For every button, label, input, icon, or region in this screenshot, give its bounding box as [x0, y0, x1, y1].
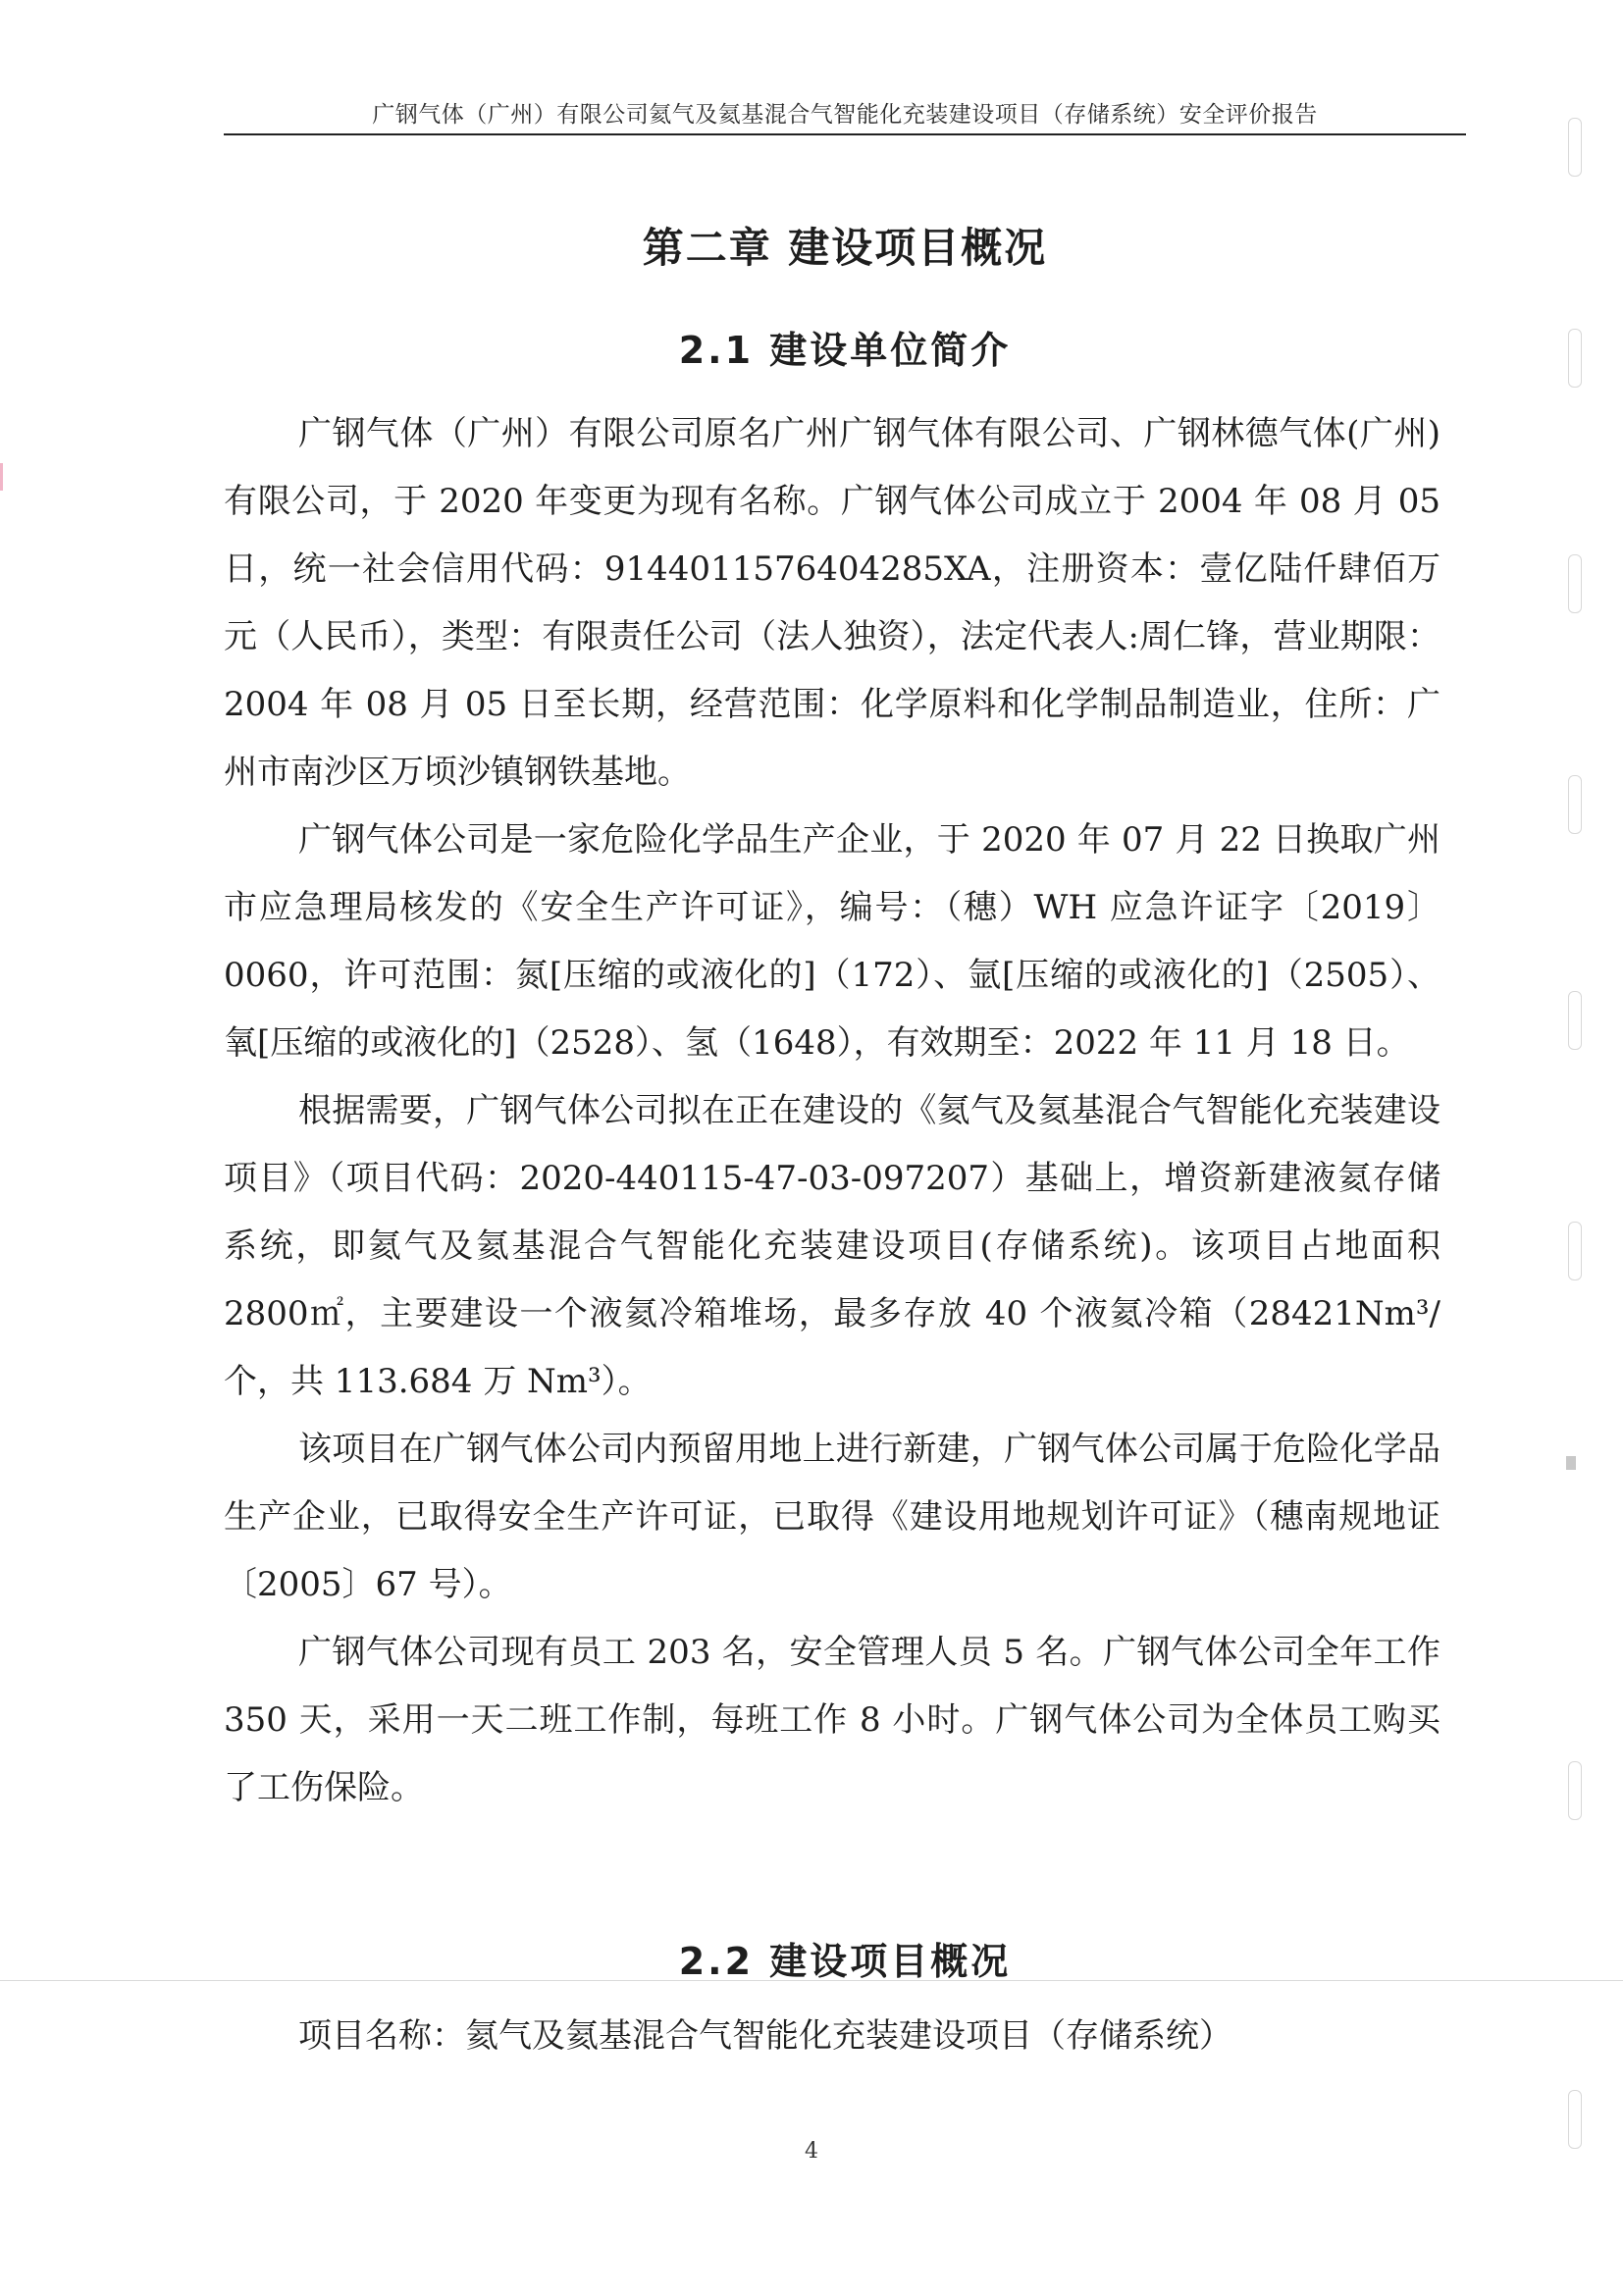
binding-hole-mark — [1568, 329, 1582, 388]
paragraph-company-profile: 广钢气体（广州）有限公司原名广州广钢气体有限公司、广钢林德气体(广州)有限公司，于 2020 年变更为现有名称。广钢气体公司成立于 2004 年 08 月 05 日，统一社会信用代码：9144011576404285XA，注册资本：壹亿陆仟肆佰万元（人民币），类型：有限责任公司（法人独资），法定代表人:周仁锋，营业期限：2004 年 08 月 05 日至长期，经营范围：化学原料和化学制品制造业，住所：广州市南沙区万顷沙镇钢铁基地。 — [224, 414, 1440, 792]
project-name-line: 项目名称：氦气及氦基混合气智能化充装建设项目（存储系统） — [298, 2016, 1232, 2056]
scan-edge-mark — [0, 463, 3, 491]
binding-hole-mark — [1568, 1222, 1582, 1280]
paragraph-project-plan: 根据需要，广钢气体公司拟在正在建设的《氦气及氦基混合气智能化充装建设项目》（项目代码：2020-440115-47-03-097207）基础上，增资新建液氦存储系统，即氦气及氦基混合气智能化充装建设项目(存储系统)。该项目占地面积 2800㎡，主要建设一个液氦冷箱堆场，最多存放 40 个液氦冷箱（28421Nm³/个，共 113.684 万 Nm³）。 — [224, 1091, 1440, 1401]
section-title-2-1: 2.1 建设单位简介 — [678, 329, 1012, 372]
binding-hole-mark — [1568, 2090, 1582, 2149]
binding-hole-mark — [1568, 118, 1582, 177]
chapter-title: 第二章 建设项目概况 — [642, 224, 1048, 272]
page-number: 4 — [805, 2139, 818, 2164]
binding-hole-mark — [1568, 991, 1582, 1050]
running-header: 广钢气体（广州）有限公司氦气及氦基混合气智能化充装建设项目（存储系统）安全评价报告 — [372, 102, 1318, 128]
section-title-2-2: 2.2 建设项目概况 — [678, 1940, 1012, 1983]
scan-speck — [1566, 1456, 1576, 1470]
paragraph-land-permit: 该项目在广钢气体公司内预留用地上进行新建，广钢气体公司属于危险化学品生产企业，已取得安全生产许可证，已取得《建设用地规划许可证》（穗南规地证〔2005〕67 号）。 — [224, 1430, 1440, 1604]
binding-hole-mark — [1568, 775, 1582, 834]
paragraph-staffing: 广钢气体公司现有员工 203 名，安全管理人员 5 名。广钢气体公司全年工作 350 天，采用一天二班工作制，每班工作 8 小时。广钢气体公司为全体员工购买了工伤保险。 — [224, 1633, 1440, 1807]
section-2-1-body — [224, 400, 1440, 1822]
paragraph-safety-license: 广钢气体公司是一家危险化学品生产企业，于 2020 年 07 月 22 日换取广州市应急理局核发的《安全生产许可证》，编号：（穗）WH 应急许证字〔2019〕0060，许可范围：氮[压缩的或液化的]（172）、氩[压缩的或液化的]（2505）、氧[压缩的或液化的]（2528）、氢（1648），有效期至：2022 年 11 月 18 日。 — [224, 820, 1440, 1063]
scan-fold-line — [0, 1980, 1623, 1981]
binding-hole-mark — [1568, 1761, 1582, 1820]
binding-hole-mark — [1568, 554, 1582, 613]
header-rule — [224, 133, 1466, 135]
